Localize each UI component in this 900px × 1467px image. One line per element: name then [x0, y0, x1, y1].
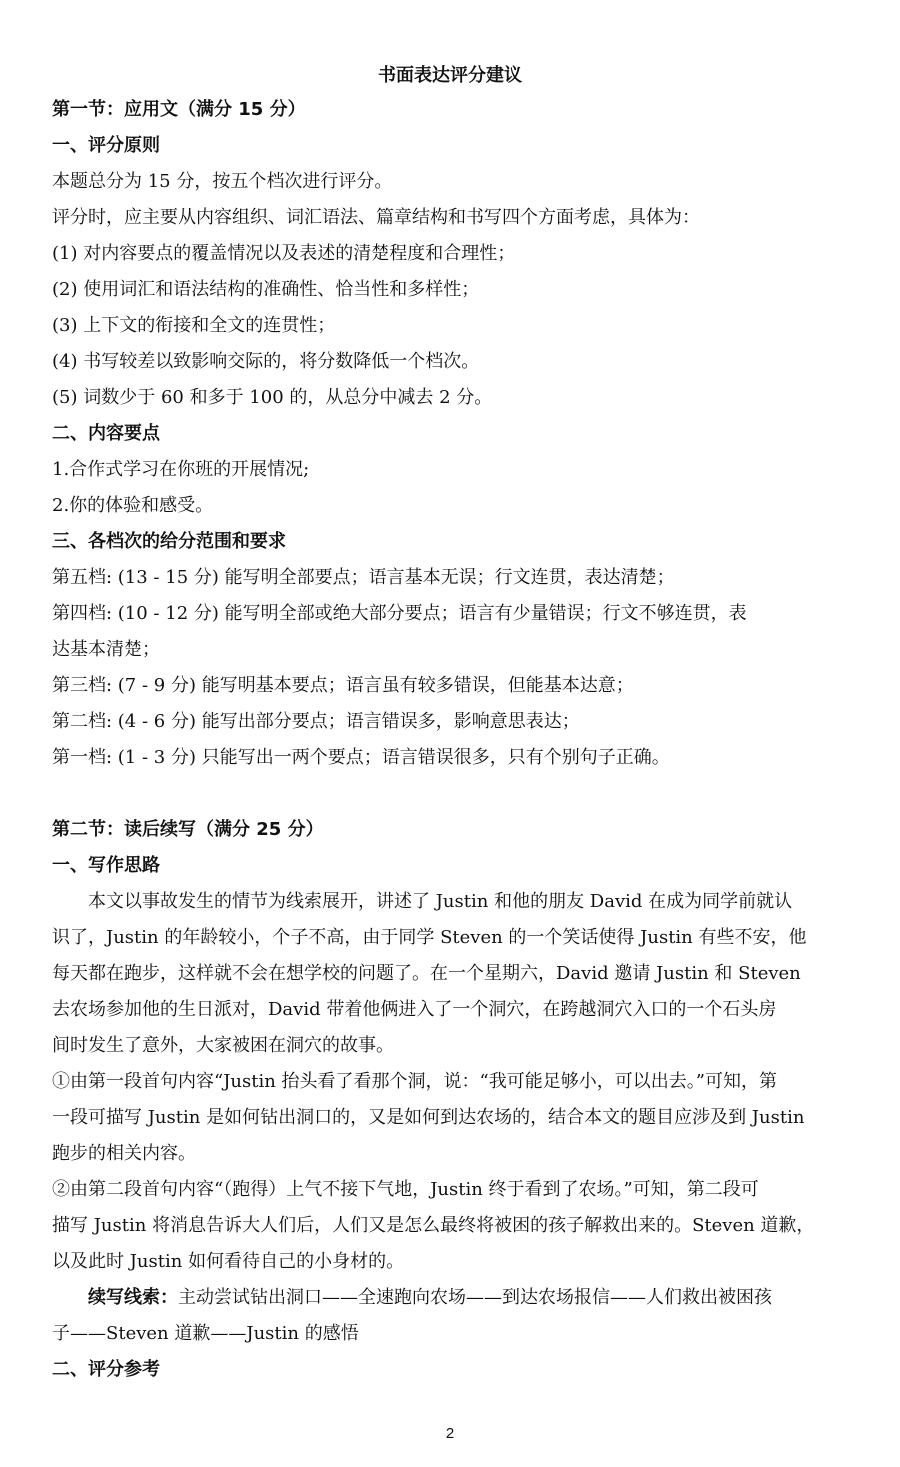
paragraph-line: 一段可描写 Justin 是如何钻出洞口的，又是如何到达农场的，结合本文的题目应涉及到 Justin: [52, 1107, 805, 1128]
paragraph-line: 去农场参加他的生日派对，David 带着他俩进入了一个洞穴，在跨越洞穴入口的一个石头房: [52, 999, 777, 1020]
criteria-item: (3) 上下文的衔接和全文的连贯性；: [52, 315, 336, 336]
section2-heading: 第二节：读后续写（满分 25 分）: [52, 819, 324, 840]
grade-level-line: 第一档: (1 - 3 分) 只能写出一两个要点；语言错误很多，只有个别句子正确。: [52, 747, 670, 768]
paragraph-line: 以及此时 Justin 如何看待自己的小身材的。: [52, 1251, 405, 1272]
writing-clue-label: 续写线索：: [88, 1287, 178, 1308]
paragraph-line: ①由第一段首句内容“Justin 抬头看了看那个洞，说：“我可能足够小，可以出去。”可知，第: [52, 1071, 777, 1092]
grade-level-line: 第五档: (13 - 15 分) 能写明全部要点；语言基本无误；行文连贯，表达清楚；: [52, 567, 675, 588]
criteria-item: (5) 词数少于 60 和多于 100 的，从总分中减去 2 分。: [52, 387, 493, 408]
grade-level-line: 第二档: (4 - 6 分) 能写出部分要点；语言错误多，影响意思表达；: [52, 711, 580, 732]
section1-heading: 第一节：应用文（满分 15 分）: [52, 99, 306, 120]
writing-clue-line: [52, 1280, 852, 1316]
paragraph-line: 跑步的相关内容。: [52, 1143, 196, 1164]
writing-clue-text: 主动尝试钻出洞口——全速跑向农场——到达农场报信——人们救出被困孩: [178, 1287, 772, 1308]
section1-part1-heading: 一、评分原则: [52, 135, 160, 156]
paragraph-line: 每天都在跑步，这样就不会在想学校的问题了。在一个星期六，David 邀请 Justin 和 Steven: [52, 963, 801, 984]
criteria-item: (1) 对内容要点的覆盖情况以及表述的清楚程度和合理性；: [52, 243, 516, 264]
content-point: 1.合作式学习在你班的开展情况;: [52, 459, 310, 480]
grade-level-line: 第三档: (7 - 9 分) 能写明基本要点；语言虽有较多错误，但能基本达意；: [52, 675, 634, 696]
writing-clue-text: 子——Steven 道歉——Justin 的感悟: [52, 1323, 359, 1344]
paragraph-line: 本文以事故发生的情节为线索展开，讲述了 Justin 和他的朋友 David 在成为同学前就认: [88, 891, 793, 912]
criteria-item: (4) 书写较差以致影响交际的，将分数降低一个档次。: [52, 351, 480, 372]
paragraph-line: ②由第二段首句内容“（跑得）上气不接下气地，Justin 终于看到了农场。”可知，第二段可: [52, 1179, 759, 1200]
paragraph-line: 间时发生了意外，大家被困在洞穴的故事。: [52, 1035, 394, 1056]
content-point: 2.你的体验和感受。: [52, 495, 214, 516]
page-title: 书面表达评分建议: [378, 65, 522, 86]
grade-level-line: 达基本清楚；: [52, 639, 160, 660]
paragraph-line: 识了，Justin 的年龄较小，个子不高，由于同学 Steven 的一个笑话使得 Justin 有些不安，他: [52, 927, 807, 948]
grade-level-line: 第四档: (10 - 12 分) 能写明全部或绝大部分要点；语言有少量错误；行文不够连贯，表: [52, 603, 747, 624]
criteria-item: (2) 使用词汇和语法结构的准确性、恰当性和多样性；: [52, 279, 480, 300]
paragraph-line: 描写 Justin 将消息告诉大人们后，人们又是怎么最终将被困的孩子解救出来的。Steven 道歉，: [52, 1215, 815, 1236]
section1-part2-heading: 二、内容要点: [52, 423, 160, 444]
section1-part3-heading: 三、各档次的给分范围和要求: [52, 531, 286, 552]
section2-part2-heading: 二、评分参考: [52, 1359, 160, 1380]
page-number: 2: [445, 1425, 455, 1442]
section1-intro-line: 评分时，应主要从内容组织、词汇语法、篇章结构和书写四个方面考虑，具体为：: [52, 207, 700, 228]
section2-part1-heading: 一、写作思路: [52, 855, 160, 876]
section1-intro-line: 本题总分为 15 分，按五个档次进行评分。: [52, 171, 393, 192]
